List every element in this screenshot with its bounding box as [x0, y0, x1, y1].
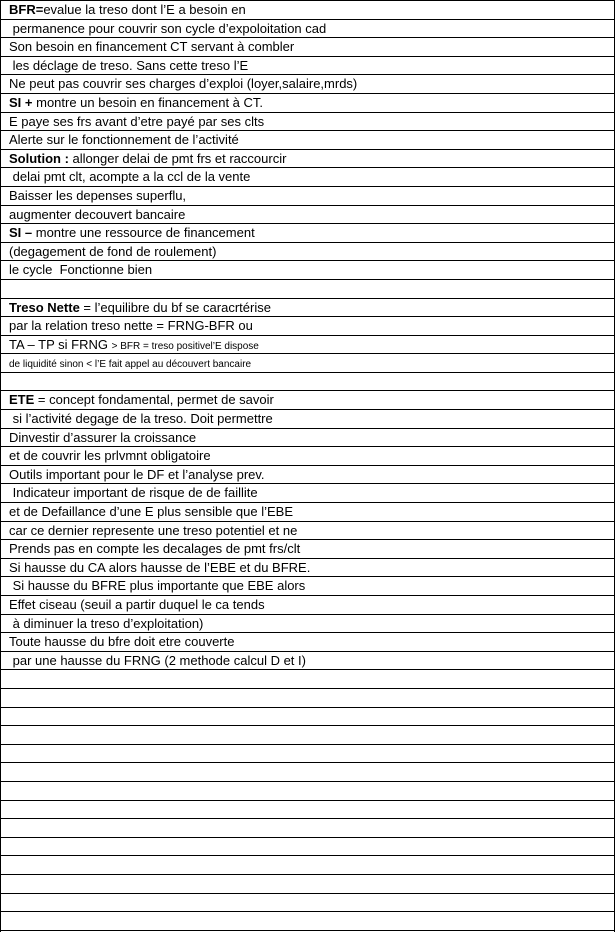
- note-line: [1, 875, 614, 894]
- line-text: (degagement de fond de roulement): [9, 243, 217, 259]
- note-line: [1, 354, 614, 373]
- note-line: [1, 1, 614, 20]
- note-line: [1, 243, 614, 262]
- note-line: [1, 484, 614, 503]
- line-text: delai pmt clt, acompte a la ccl de la vente: [9, 169, 251, 185]
- note-line: [1, 373, 614, 392]
- note-line: [1, 94, 614, 113]
- note-line: [1, 131, 614, 150]
- note-line: [1, 912, 614, 931]
- note-line: [1, 856, 614, 875]
- note-line: [1, 150, 614, 169]
- line-text: les déclage de treso. Sans cette treso l’E: [9, 57, 249, 73]
- note-line: [1, 57, 614, 76]
- note-line: [1, 540, 614, 559]
- line-text: Prends pas en compte les decalages de pmt frs/clt: [9, 541, 301, 557]
- line-text: TA – TP si FRNG: [9, 336, 112, 352]
- note-line: [1, 20, 614, 39]
- line-text: E paye ses frs avant d’etre payé par ses clts: [9, 113, 265, 129]
- line-text: Toute hausse du bfre doit etre couverte: [9, 634, 235, 650]
- note-line: [1, 596, 614, 615]
- line-text: = l’equilibre du bf se caracrtérise: [79, 299, 271, 315]
- small-note: de liquidité sinon < l’E fait appel au découvert bancaire: [9, 359, 252, 371]
- line-text: = concept fondamental, permet de savoir: [34, 392, 274, 408]
- note-line: [1, 280, 614, 299]
- note-line: [1, 670, 614, 689]
- line-text: car ce dernier represente une treso potentiel et ne: [9, 522, 298, 538]
- note-line: [1, 410, 614, 429]
- note-line: [1, 801, 614, 820]
- line-text: augmenter decouvert bancaire: [9, 206, 186, 222]
- note-line: [1, 838, 614, 857]
- note-line: [1, 38, 614, 57]
- line-text: Indicateur important de risque de de faillite: [9, 485, 258, 501]
- note-line: [1, 168, 614, 187]
- note-line: [1, 615, 614, 634]
- note-line: [1, 391, 614, 410]
- line-text: par une hausse du FRNG (2 methode calcul D et I): [9, 652, 306, 668]
- note-line: [1, 652, 614, 671]
- note-line: [1, 708, 614, 727]
- line-text: Effet ciseau (seuil a partir duquel le ca tends: [9, 597, 265, 612]
- note-line: [1, 261, 614, 280]
- note-line: [1, 689, 614, 708]
- line-text: si l’activité degage de la treso. Doit permettre: [9, 411, 273, 427]
- note-line: [1, 336, 614, 355]
- keyword: ETE: [9, 392, 35, 408]
- note-line: [1, 466, 614, 485]
- note-line: [1, 113, 614, 132]
- note-line: [1, 745, 614, 764]
- note-line: [1, 763, 614, 782]
- note-line: [1, 522, 614, 541]
- line-text: à diminuer la treso d’exploitation): [9, 615, 204, 631]
- note-line: [1, 577, 614, 596]
- keyword: Solution :: [9, 150, 69, 166]
- note-line: [1, 503, 614, 522]
- note-line: [1, 75, 614, 94]
- note-line: [1, 224, 614, 243]
- note-line: [1, 187, 614, 206]
- line-text: et de Defaillance d’une E plus sensible que l’EBE: [9, 504, 294, 520]
- line-text: Dinvestir d’assurer la croissance: [9, 429, 197, 445]
- keyword: BFR=: [9, 2, 44, 17]
- small-note: > BFR = treso positivel’E dispose: [111, 340, 259, 352]
- line-text: Son besoin en financement CT servant à combler: [9, 39, 295, 55]
- note-line: [1, 429, 614, 448]
- line-text: evalue la treso dont l’E a besoin en: [43, 2, 246, 17]
- note-line: [1, 726, 614, 745]
- line-text: par la relation treso nette = FRNG-BFR ou: [9, 318, 253, 334]
- keyword: SI +: [9, 94, 33, 110]
- note-line: [1, 559, 614, 578]
- line-text: montre une ressource de financement: [32, 225, 255, 241]
- line-text: Ne peut pas couvrir ses charges d’exploi (loyer,salaire,mrds): [9, 76, 358, 92]
- note-line: [1, 633, 614, 652]
- line-text: permanence pour couvrir son cycle d’expoloitation cad: [9, 20, 327, 36]
- line-text: Alerte sur le fonctionnement de l’activité: [9, 132, 239, 148]
- line-text: montre un besoin en financement à CT.: [32, 94, 264, 110]
- line-text: allonger delai de pmt frs et raccourcir: [68, 150, 287, 166]
- note-line: [1, 782, 614, 801]
- line-text: Si hausse du BFRE plus importante que EBE alors: [9, 578, 306, 594]
- keyword: SI –: [9, 225, 33, 241]
- note-line: [1, 894, 614, 913]
- line-text: le cycle Fonctionne bien: [9, 262, 153, 278]
- line-text: Si hausse du CA alors hausse de l’EBE et du BFRE.: [9, 559, 311, 575]
- note-line: [1, 819, 614, 838]
- note-line: [1, 299, 614, 318]
- note-line: [1, 447, 614, 466]
- note-line: [1, 317, 614, 336]
- line-text: et de couvrir les prlvmnt obligatoire: [9, 448, 211, 464]
- keyword: Treso Nette: [9, 299, 80, 315]
- line-text: Outils important pour le DF et l’analyse prev.: [9, 466, 265, 482]
- note-line: [1, 206, 614, 225]
- line-text: Baisser les depenses superflu,: [9, 187, 187, 203]
